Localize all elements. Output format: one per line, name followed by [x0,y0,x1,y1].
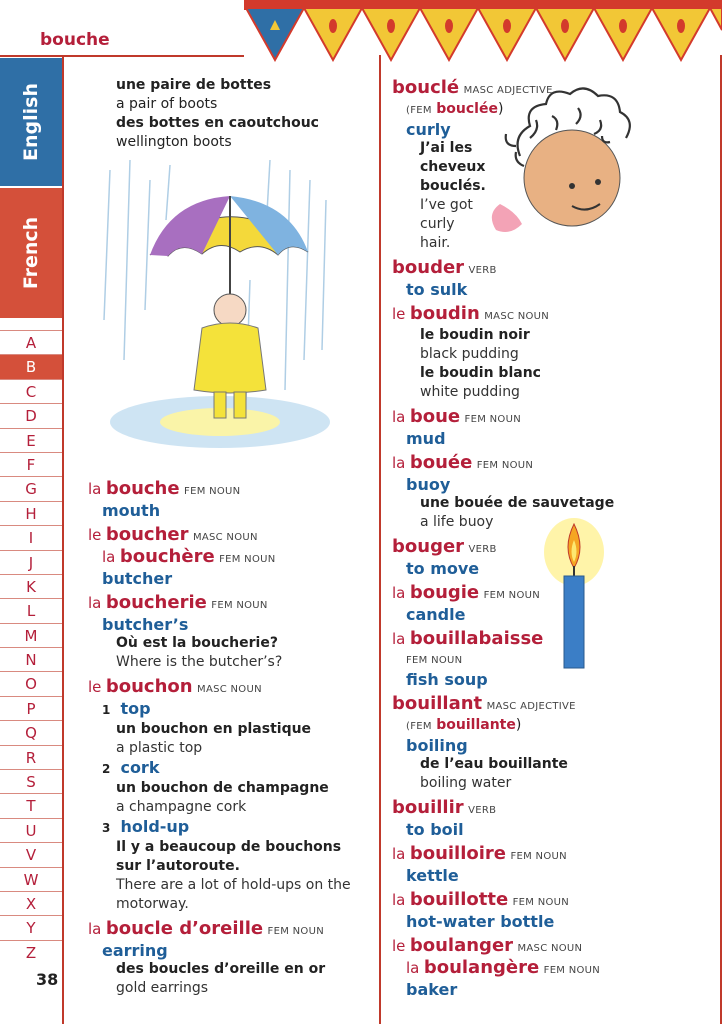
example-french: une bouée de sauvetage [420,495,615,511]
article: la [392,408,406,426]
grammar-label: FEM NOUN [543,965,601,976]
translation: to boil [406,820,464,839]
grammar-label: VERB [468,805,497,816]
example-english-line: I’ve got [420,197,473,213]
translation: fish soup [406,670,488,689]
alphabet-letter-h[interactable]: H [0,501,62,525]
headword: boue [409,406,461,427]
feminine-prefix: (FEM [406,105,432,116]
translation: hold-up [120,817,190,836]
article: le [392,305,406,323]
translation: buoy [406,475,451,494]
entry-boue [392,407,714,448]
translation: hot-water bottle [406,912,555,931]
alphabet-letter-p[interactable]: P [0,696,62,720]
alphabet-letter-w[interactable]: W [0,867,62,891]
example-french: un bouchon en plastique [116,721,312,737]
headword: bouillir [392,797,464,818]
grammar-label: FEM NOUN [483,590,541,601]
entry-bouee [392,453,714,532]
headword: boucle d’oreille [105,918,264,939]
example-french: Il y a beaucoup de bouchons sur l’autoroute. [116,839,342,874]
example-english: a champagne cork [116,799,247,815]
example-french: le boudin blanc [420,365,541,381]
botte-examples [88,76,374,152]
example-french: une paire de bottes [116,77,272,93]
example-french-line: J’ai les [420,140,473,156]
example-english: black pudding [420,346,519,362]
entry-bouillant [392,694,714,793]
translation: candle [406,605,466,624]
article: la [392,845,406,863]
translation: earring [102,941,168,960]
example-english: wellington boots [116,134,232,150]
alphabet-letter-c[interactable]: C [0,379,62,403]
example-french-line: cheveux [420,159,486,175]
translation: baker [406,980,458,999]
headword: bouée [409,452,473,473]
translation: top [120,699,151,718]
article: la [88,594,102,612]
headword: boudin [409,303,480,324]
entry-bouillabaisse [392,629,714,689]
translation: curly [406,120,451,139]
example-english: There are a lot of hold-ups on the motorway. [116,877,351,912]
sense-1 [88,699,374,720]
headword: bouche [105,478,180,499]
alphabet-letter-q[interactable]: Q [0,720,62,744]
running-headword: bouche [40,30,110,50]
headword: bouger [392,536,465,557]
left-column [88,76,374,998]
alphabet-letter-f[interactable]: F [0,452,62,476]
example-english: white pudding [420,384,520,400]
grammar-label: VERB [468,265,497,276]
grammar-label: FEM NOUN [464,414,521,425]
grammar-label: MASC NOUN [484,311,550,322]
article: la [392,891,406,909]
entry-bouder [392,258,714,299]
feminine-prefix: (FEM [406,721,432,732]
grammar-label: VERB [468,544,497,555]
alphabet-letter-n[interactable]: N [0,647,62,671]
tab-french-label: French [20,216,42,290]
example-english: boiling water [420,775,512,791]
example-french: Où est la boucherie? [116,635,278,651]
feminine-form: bouchère [119,546,215,567]
example-english-line: hair. [420,235,451,251]
example-french: de l’eau bouillante [420,756,568,772]
alphabet-letter-r[interactable]: R [0,745,62,769]
translation: mouth [102,501,161,520]
tab-english[interactable] [0,58,62,186]
translation: butcher’s [102,615,189,634]
example-english: Where is the butcher’s? [116,654,283,670]
entry-bouillir [392,798,714,839]
article: la [392,630,406,648]
grammar-label: FEM NOUN [211,600,268,611]
entry-bougie [392,583,714,624]
headword: bouchon [105,676,193,697]
alphabet-letter-i[interactable]: I [0,525,62,549]
grammar-label: MASC NOUN [517,943,583,954]
feminine-suffix: ) [497,101,504,117]
header-rule [0,55,244,57]
alphabet-letter-t[interactable]: T [0,793,62,817]
headword: bouclé [392,77,460,98]
alphabet-letter-x[interactable]: X [0,891,62,915]
article: la [392,454,406,472]
alphabet-letter-b[interactable]: B [0,354,62,378]
headword: bouillant [392,693,483,714]
translation: boiling [406,736,468,755]
alphabet-letter-m[interactable]: M [0,623,62,647]
alphabet-letter-d[interactable]: D [0,403,62,427]
column-divider [379,55,381,1024]
headword: bouder [392,257,465,278]
grammar-label: MASC ADJECTIVE [486,701,576,712]
sense-number: 2 [102,762,111,776]
entry-boudin [392,304,714,402]
headword: bougie [409,582,480,603]
entry-boucle-doreille [88,919,374,998]
page-number: 38 [36,970,59,989]
headword: boulanger [409,935,514,956]
example-french-line: bouclés. [420,178,486,194]
grammar-label: FEM NOUN [219,554,276,565]
grammar-label: FEM NOUN [510,851,567,862]
entry-bouche [88,479,374,520]
sense-3 [88,817,374,838]
translation: mud [406,429,446,448]
article: la [88,920,102,938]
alphabet-letter-k[interactable]: K [0,574,62,598]
translation: kettle [406,866,459,885]
grammar-label: FEM NOUN [476,460,534,471]
grammar-label: FEM NOUN [512,897,570,908]
article: le [88,678,102,696]
grammar-label: FEM NOUN [184,486,241,497]
translation: to move [406,559,480,578]
entry-boulanger [392,936,714,999]
article: la [392,584,406,602]
alphabet-letter-s[interactable]: S [0,769,62,793]
example-french: un bouchon de champagne [116,780,329,796]
grammar-label: FEM NOUN [267,926,324,937]
margin-rule [62,55,64,1024]
grammar-label: MASC NOUN [197,684,262,695]
alphabet-index [0,330,62,964]
feminine-form: bouclée [436,101,498,117]
feminine-form: boulangère [423,957,540,978]
grammar-label: MASC NOUN [192,532,258,543]
alphabet-letter-u[interactable]: U [0,818,62,842]
entry-bouger [392,537,714,578]
feminine-suffix: ) [515,717,522,733]
alphabet-letter-e[interactable]: E [0,428,62,452]
translation: butcher [102,569,173,588]
example-english: a plastic top [116,740,203,756]
headword: bouilloire [409,843,507,864]
example-french: le boudin noir [420,327,530,343]
example-english: a pair of boots [116,96,218,112]
example-french: des bottes en caoutchouc [116,115,319,131]
entry-bouillotte [392,890,714,931]
tab-french[interactable] [0,188,62,318]
alphabet-letter-z[interactable]: Z [0,940,62,964]
article: la [406,959,420,977]
alphabet-letter-y[interactable]: Y [0,915,62,939]
right-column [392,78,714,999]
example-english: a life buoy [420,514,494,530]
sense-2 [88,758,374,779]
alphabet-letter-j[interactable]: J [0,550,62,574]
article: la [88,480,102,498]
alphabet-letter-a[interactable]: A [0,330,62,354]
grammar-label: FEM NOUN [406,655,463,666]
example-english-line: curly [420,216,455,232]
headword: boucherie [105,592,207,613]
headword: bouillotte [409,889,509,910]
translation: to sulk [406,280,468,299]
article: le [392,937,406,955]
entry-boucle-adjective [392,78,714,253]
entry-boucherie [88,593,374,672]
alphabet-letter-v[interactable]: V [0,842,62,866]
sense-number: 1 [102,703,111,717]
headword: boucher [105,524,189,545]
alphabet-letter-l[interactable]: L [0,598,62,622]
alphabet-letter-o[interactable]: O [0,671,62,695]
example-english: gold earrings [116,980,209,996]
article: le [88,526,102,544]
translation: cork [120,758,160,777]
headword: bouillabaisse [409,628,544,649]
grammar-label: MASC ADJECTIVE [463,85,553,96]
entry-boucher [88,525,374,588]
feminine-form: bouillante [436,717,516,733]
bunting-decoration [244,0,722,62]
alphabet-letter-g[interactable]: G [0,476,62,500]
entry-bouchon [88,677,374,914]
article: la [102,548,116,566]
entry-bouilloire [392,844,714,885]
sense-number: 3 [102,821,111,835]
example-french: des boucles d’oreille en or [116,961,326,977]
tab-english-label: English [20,83,42,161]
